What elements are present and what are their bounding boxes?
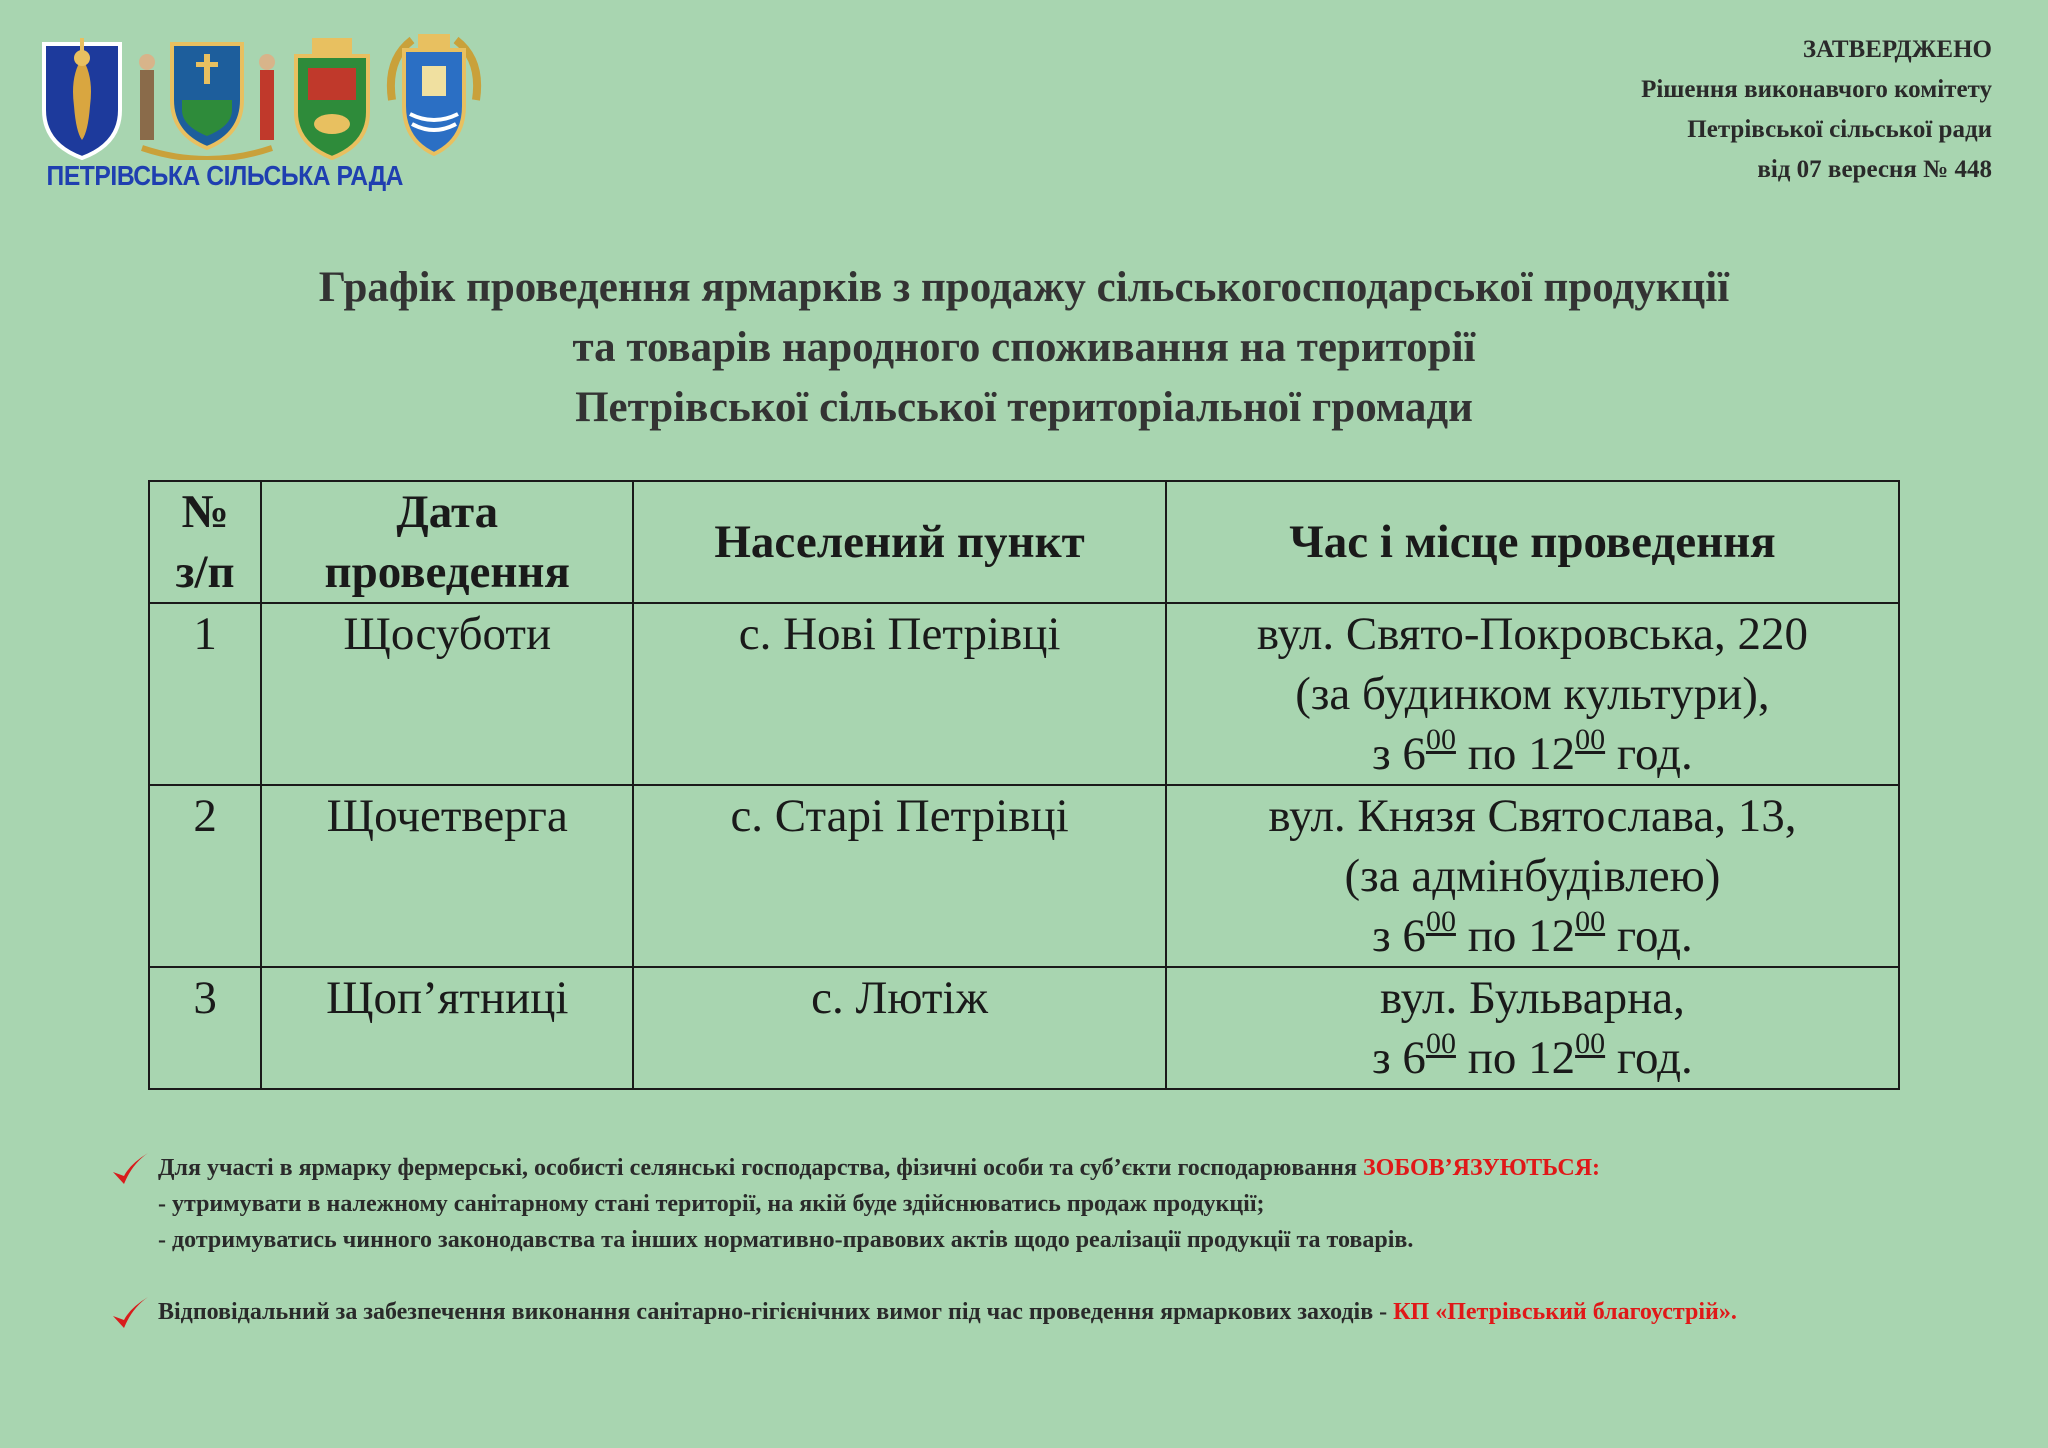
header-number-line-2: з/п (175, 546, 235, 598)
row-number: 2 (149, 785, 261, 967)
row-place: с. Нові Петрівці (633, 603, 1166, 785)
header-place: Населений пункт (633, 481, 1166, 603)
table-header-row (149, 481, 1899, 603)
council-name: ПЕТРІВСЬКА СІЛЬСЬКА РАДА (46, 160, 404, 191)
approval-date: від 07 вересня № 448 (1757, 156, 1992, 183)
row-time (1173, 724, 1892, 784)
note-obligation-item: - дотримуватись чинного законодавства та інших нормативно-правових актів щодо реалізації продукції та товарів. (158, 1227, 1414, 1253)
row-number: 1 (149, 603, 261, 785)
header-date-line-1: Дата (396, 486, 499, 538)
time-from-minutes: 00 (1425, 905, 1456, 938)
checkmark-icon (110, 1294, 150, 1334)
note-obligations-emphasis: ЗОБОВ’ЯЗУЮТЬСЯ: (1362, 1155, 1601, 1181)
row-place: с. Лютіж (633, 967, 1166, 1089)
note-obligations (110, 1150, 1990, 1258)
title-line-2: та товарів народного споживання на території (572, 324, 1476, 371)
time-unit: год. (1605, 910, 1693, 962)
row-address-1: вул. Бульварна, (1380, 972, 1685, 1024)
time-to: по 12 (1455, 910, 1576, 962)
note-obligations-intro (158, 1150, 1990, 1186)
time-unit: год. (1605, 1032, 1693, 1084)
row-address-2: (за адмінбудівлею) (1344, 850, 1721, 902)
header-number-line-1: № (181, 486, 229, 538)
row-address-2: (за будинком культури), (1295, 668, 1770, 720)
header-time-place: Час і місце проведення (1166, 481, 1899, 603)
coat-of-arms-icon (382, 30, 486, 160)
row-time-place (1166, 603, 1899, 785)
time-from-minutes: 00 (1425, 723, 1456, 756)
note-responsible-text: Відповідальний за забезпечення виконання санітарно-гігієнічних вимог під час проведення ярмаркових заходів - (158, 1299, 1394, 1325)
time-from: з 6 (1372, 728, 1426, 780)
page-title (0, 258, 2048, 438)
time-from: з 6 (1372, 1032, 1426, 1084)
checkmark-icon (110, 1150, 150, 1190)
header-date (261, 481, 633, 603)
table-row (149, 603, 1899, 785)
row-time-place (1166, 967, 1899, 1089)
approval-block (1641, 30, 1992, 190)
title-line-1: Графік проведення ярмарків з продажу сільськогосподарської продукції (318, 264, 1730, 311)
row-number: 3 (149, 967, 261, 1089)
row-time-place (1166, 785, 1899, 967)
row-address-1: вул. Свято-Покровська, 220 (1256, 608, 1808, 660)
header-date-line-2: проведення (324, 546, 570, 598)
coat-of-arms-icon (290, 36, 374, 160)
time-unit: год. (1605, 728, 1693, 780)
time-to-minutes: 00 (1575, 723, 1606, 756)
approval-council: Петрівської сільської ради (1687, 116, 1992, 143)
schedule-table (148, 480, 1900, 1090)
row-place: с. Старі Петрівці (633, 785, 1166, 967)
approval-decision: Рішення виконавчого комітету (1641, 76, 1992, 103)
note-responsible (110, 1294, 1990, 1330)
row-time (1173, 1028, 1892, 1088)
coat-of-arms-icon (132, 30, 282, 160)
row-time (1173, 906, 1892, 966)
title-line-3: Петрівської сільської територіальної громади (575, 384, 1473, 431)
time-to: по 12 (1455, 728, 1576, 780)
note-obligations-text: Для участі в ярмарку фермерські, особисті селянські господарства, фізичні особи та суб’єкти господарювання (158, 1155, 1363, 1181)
approval-heading: ЗАТВЕРДЖЕНО (1802, 36, 1992, 63)
row-date: Щоп’ятниці (261, 967, 633, 1089)
time-to: по 12 (1455, 1032, 1576, 1084)
note-responsible-emphasis: КП «Петрівський благоустрій». (1393, 1299, 1737, 1325)
table-row (149, 785, 1899, 967)
note-obligation-item: - утримувати в належному санітарному стані території, на якій буде здійснюватись продаж продукції; (158, 1191, 1265, 1217)
time-from-minutes: 00 (1425, 1027, 1456, 1060)
row-address-1: вул. Князя Святослава, 13, (1268, 790, 1797, 842)
time-from: з 6 (1372, 910, 1426, 962)
row-date: Щочетверга (261, 785, 633, 967)
note-responsible-line (158, 1294, 1990, 1330)
row-date: Щосуботи (261, 603, 633, 785)
notes-section (110, 1150, 1990, 1330)
time-to-minutes: 00 (1575, 905, 1606, 938)
header-number (149, 481, 261, 603)
table-row (149, 967, 1899, 1089)
coat-of-arms-icon (40, 36, 124, 160)
time-to-minutes: 00 (1575, 1027, 1606, 1060)
